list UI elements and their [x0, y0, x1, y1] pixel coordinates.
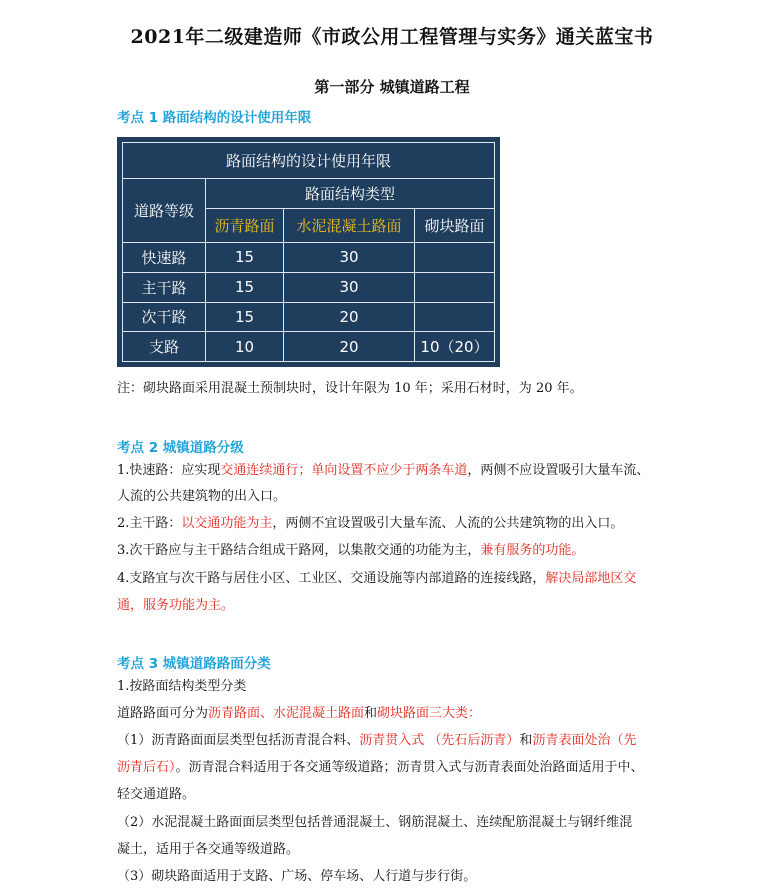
kp3-title: 考点 3 城镇道路路面分类 — [117, 656, 271, 672]
kp3-line-1: 1.按路面结构类型分类 — [117, 679, 247, 694]
cell-value — [415, 302, 495, 332]
col-header-block: 砌块路面 — [415, 209, 495, 243]
table-row — [123, 243, 495, 273]
kp2-line-4: 3.次干路应与主干路结合组成干路网，以集散交通的功能为主，兼有服务的功能。 — [117, 543, 585, 558]
cell-value: 15 — [206, 302, 284, 332]
cell-value: 30 — [284, 243, 415, 273]
row-name: 主干路 — [123, 272, 206, 302]
kp3-line-2: 道路路面可分为沥青路面、水泥混凝土路面和砌块路面三大类： — [117, 706, 482, 721]
kp3-line-5: 轻交通道路。 — [117, 787, 196, 802]
kp3-line-3: （1）沥青路面面层类型包括沥青混合料、沥青贯入式 （先石后沥青）和沥青表面处治（先 — [117, 733, 637, 748]
document-title: 2021年二级建造师《市政公用工程管理与实务》通关蓝宝书 — [130, 26, 654, 48]
table-group-header: 路面结构类型 — [206, 179, 495, 209]
kp3-line-6: （2）水泥混凝土路面面层类型包括普通混凝土、钢筋混凝土、连续配筋混凝土与钢纤维混 — [117, 815, 633, 830]
row-name: 快速路 — [123, 243, 206, 273]
kp3-line-7: 凝土，适用于各交通等级道路。 — [117, 842, 300, 857]
table-note: 注：砌块路面采用混凝土预制块时，设计年限为 10 年；采用石材时，为 20 年。 — [117, 381, 583, 396]
table-row — [123, 272, 495, 302]
cell-value: 10 — [206, 332, 284, 362]
cell-value: 20 — [284, 332, 415, 362]
cell-value: 20 — [284, 302, 415, 332]
kp2-title: 考点 2 城镇道路分级 — [117, 440, 244, 456]
kp3-line-8: （3）砌块路面适用于支路、广场、停车场、人行道与步行街。 — [117, 869, 477, 884]
cell-value: 15 — [206, 243, 284, 273]
cell-value: 15 — [206, 272, 284, 302]
cell-value — [415, 243, 495, 273]
kp2-line-6: 通，服务功能为主。 — [117, 598, 235, 613]
cell-value: 10（20） — [415, 332, 495, 362]
row-name: 支路 — [123, 332, 206, 362]
cell-value: 30 — [284, 272, 415, 302]
kp2-line-2: 人流的公共建筑物的出入口。 — [117, 489, 287, 504]
kp2-line-3: 2.主干路：以交通功能为主，两侧不宜设置吸引大量车流、人流的公共建筑物的出入口。 — [117, 516, 624, 531]
design-life-table — [117, 137, 500, 367]
row-name: 次干路 — [123, 302, 206, 332]
kp2-line-1: 1.快速路：应实现交通连续通行；单向设置不应少于两条车道，两侧不应设置吸引大量车流、 — [117, 463, 650, 478]
table-row-header: 道路等级 — [123, 179, 206, 243]
part-title: 第一部分 城镇道路工程 — [314, 78, 470, 96]
kp3-line-4: 沥青后石）。沥青混合料适用于各交通等级道路；沥青贯入式与沥青表面处治路面适用于中、 — [117, 760, 644, 775]
cell-value — [415, 272, 495, 302]
kp2-line-5: 4.支路宜与次干路与居住小区、工业区、交通设施等内部道路的连接线路，解决局部地区交 — [117, 571, 637, 586]
col-header-asphalt: 沥青路面 — [206, 209, 284, 243]
kp1-title: 考点 1 路面结构的设计使用年限 — [117, 110, 312, 126]
table-caption: 路面结构的设计使用年限 — [123, 143, 495, 179]
table-row — [123, 332, 495, 362]
col-header-concrete: 水泥混凝土路面 — [284, 209, 415, 243]
table-row — [123, 302, 495, 332]
